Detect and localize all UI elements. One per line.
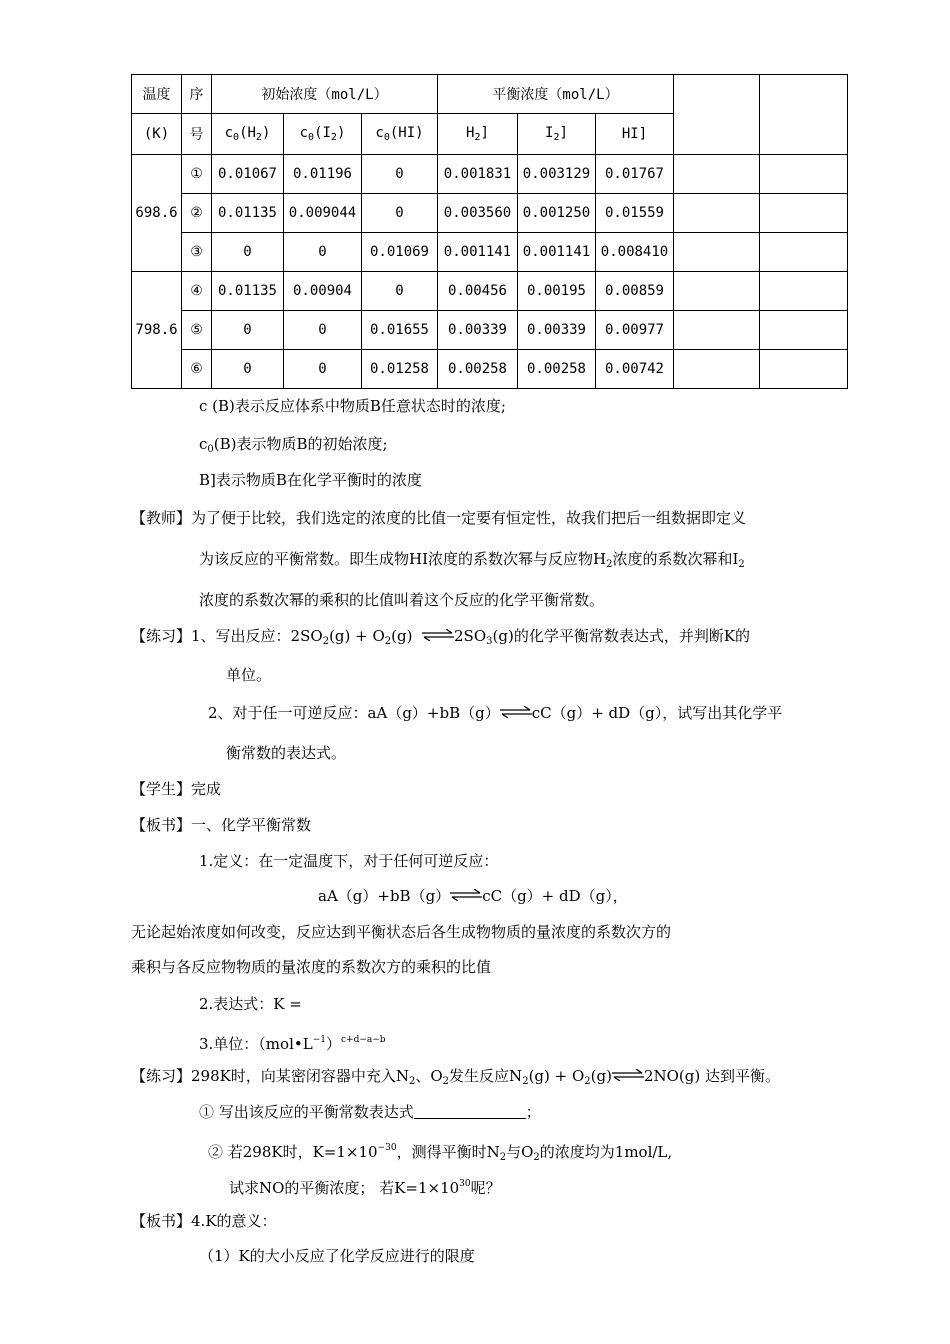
blank-cell [760,350,848,389]
blank-cell [760,155,848,194]
cell-no: ① [182,155,212,194]
cell-c0hi: 0.01069 [362,233,438,272]
cell-c0i2: 0.01196 [284,155,362,194]
practice2-question-3: 试求NO的平衡浓度； 若$K=1\times 10^{30}$呢？ [229,1179,501,1197]
cell-no: ③ [182,233,212,272]
blank-cell [674,233,760,272]
cell-h2: 0.003560 [438,194,518,233]
table-row [132,233,848,272]
answer-blank[interactable] [414,1104,526,1119]
blank-cell [674,350,760,389]
cell-i2: 0.00258 [518,350,596,389]
cell-hi: 0.01767 [596,155,674,194]
cell-no: ⑥ [182,350,212,389]
student-line: 【学生】完成 [131,780,222,798]
header-temperature-unit: (K) [132,114,182,155]
teacher-line-2: 为该反应的平衡常数。即生成物HI浓度的系数次幂与反应物$H_2$浓度的系数次幂和$I_2$ [199,550,745,570]
board1-expression: 2.表达式：K = [199,995,302,1013]
practice1-line-4: 衡常数的表达式。 [226,744,347,762]
blank-cell [760,311,848,350]
cell-c0h2: 0 [212,311,284,350]
header-eq-h2: $H_2$] [438,114,518,155]
temperature-cell: 798.6 [132,272,182,389]
reversible-arrow-icon [612,1069,644,1081]
board1-definition: 1.定义：在一定温度下，对于任何可逆反应： [199,852,499,870]
cell-c0i2: 0 [284,311,362,350]
board1-equation: aA（g）+bB（g） cC（g）+ dD（g）， [318,887,628,905]
cell-c0h2: 0 [212,233,284,272]
header-c0-i2: $c_0(I_2)$ [284,114,362,155]
header-temperature: 温度 [132,75,182,114]
temperature-cell: 698.6 [132,155,182,272]
table-row [132,272,848,311]
blank-cell [674,155,760,194]
cell-c0i2: 0 [284,350,362,389]
table-row [132,311,848,350]
cell-i2: 0.00195 [518,272,596,311]
practice-tag: 【练习】 [131,1067,192,1085]
practice2-question-2: ② 若298K时，$K=1\times 10^{-30}$，测得平衡时$N_2$与$O_2$的浓度均为1mol/L, [208,1143,673,1163]
cell-c0i2: 0.00904 [284,272,362,311]
reversible-arrow-icon [500,706,532,718]
note-c0-b: $c_0(B)$表示物质B的初始浓度; [199,435,388,455]
reversible-arrow-icon [422,629,454,641]
cell-hi: 0.00977 [596,311,674,350]
header-eq-hi: HI] [596,114,674,155]
cell-no: ⑤ [182,311,212,350]
cell-h2: 0.00456 [438,272,518,311]
practice2-question-1: ① 写出该反应的平衡常数表达式 ； [199,1103,541,1121]
cell-no: ② [182,194,212,233]
board1-title: 【板书】一、化学平衡常数 [131,816,312,834]
board1-description-2: 乘积与各反应物物质的量浓度的系数次方的乘积的比值 [131,958,492,976]
cell-c0i2: 0.009044 [284,194,362,233]
blank-cell [760,233,848,272]
cell-c0i2: 0 [284,233,362,272]
cell-i2: 0.003129 [518,155,596,194]
header-eq-i2: $I_2$] [518,114,596,155]
board1-description-1: 无论起始浓度如何改变，反应达到平衡状态后各生成物物质的量浓度的系数次方的 [131,923,672,941]
practice1-line-3: 2、对于任一可逆反应：aA（g）+bB（g） cC（g）+ dD（g），试写出其化学平 [208,704,783,722]
cell-i2: 0.001250 [518,194,596,233]
cell-hi: 0.01559 [596,194,674,233]
table-row [132,194,848,233]
blank-cell [674,311,760,350]
reversible-arrow-icon [450,889,482,901]
cell-c0h2: 0 [212,350,284,389]
header-seq-2: 号 [182,114,212,155]
table-row [132,155,848,194]
practice-tag: 【练习】 [131,627,192,645]
cell-c0hi: 0 [362,194,438,233]
table-row [132,350,848,389]
blank-column-1 [674,75,760,155]
cell-hi: 0.008410 [596,233,674,272]
practice1-line-2: 单位。 [226,666,272,684]
cell-hi: 0.00742 [596,350,674,389]
blank-column-2 [760,75,848,155]
cell-c0hi: 0 [362,272,438,311]
cell-c0hi: 0.01258 [362,350,438,389]
cell-c0h2: 0.01135 [212,272,284,311]
practice1-line-1: 【练习】1、写出反应：$2SO_2(g) + O_2(g)$ $2SO_3(g)$的化学平衡常数表达式，并判断K的 [131,627,751,647]
blank-cell [760,272,848,311]
cell-no: ④ [182,272,212,311]
board2-title: 【板书】4.K的意义： [131,1212,277,1230]
blank-cell [674,272,760,311]
cell-c0hi: 0.01655 [362,311,438,350]
cell-c0hi: 0 [362,155,438,194]
header-seq: 序 [182,75,212,114]
note-b-eq: B]表示物质B在化学平衡时的浓度 [199,471,422,489]
teacher-tag: 【教师】 [131,509,192,527]
cell-h2: 0.001831 [438,155,518,194]
cell-h2: 0.00339 [438,311,518,350]
board-tag: 【板书】 [131,816,192,834]
header-c0-h2: $c_0(H_2)$ [212,114,284,155]
table-body [132,155,848,389]
equilibrium-data-table [131,74,848,389]
header-c0-hi: $c_0(HI)$ [362,114,438,155]
blank-cell [674,194,760,233]
cell-hi: 0.00859 [596,272,674,311]
teacher-line-3: 浓度的系数次幂的乘积的比值叫着这个反应的化学平衡常数。 [199,591,605,609]
board-tag: 【板书】 [131,1212,192,1230]
header-equilibrium-concentration: 平衡浓度（mol/L） [438,75,674,114]
board2-item-1: （1）K的大小反应了化学反应进行的限度 [199,1247,475,1265]
student-tag: 【学生】 [131,780,192,798]
cell-h2: 0.00258 [438,350,518,389]
board1-unit: 3.单位：$(mol•L^{-1})^{c+d-a-b}$ [199,1035,386,1053]
header-initial-concentration: 初始浓度（mol/L） [212,75,438,114]
teacher-line-1: 【教师】为了便于比较，我们选定的浓度的比值一定要有恒定性，故我们把后一组数据即定义 [131,509,747,527]
note-c-b: c (B)表示反应体系中物质B任意状态时的浓度; [199,397,506,415]
cell-i2: 0.001141 [518,233,596,272]
cell-c0h2: 0.01135 [212,194,284,233]
blank-cell [760,194,848,233]
cell-i2: 0.00339 [518,311,596,350]
cell-c0h2: 0.01067 [212,155,284,194]
cell-h2: 0.001141 [438,233,518,272]
practice2-line-1: 【练习】298K时，向某密闭容器中充入$N_2$、$O_2$发生反应$N_2(g) + O_2(g)$ 2NO(g) 达到平衡。 [131,1067,781,1087]
